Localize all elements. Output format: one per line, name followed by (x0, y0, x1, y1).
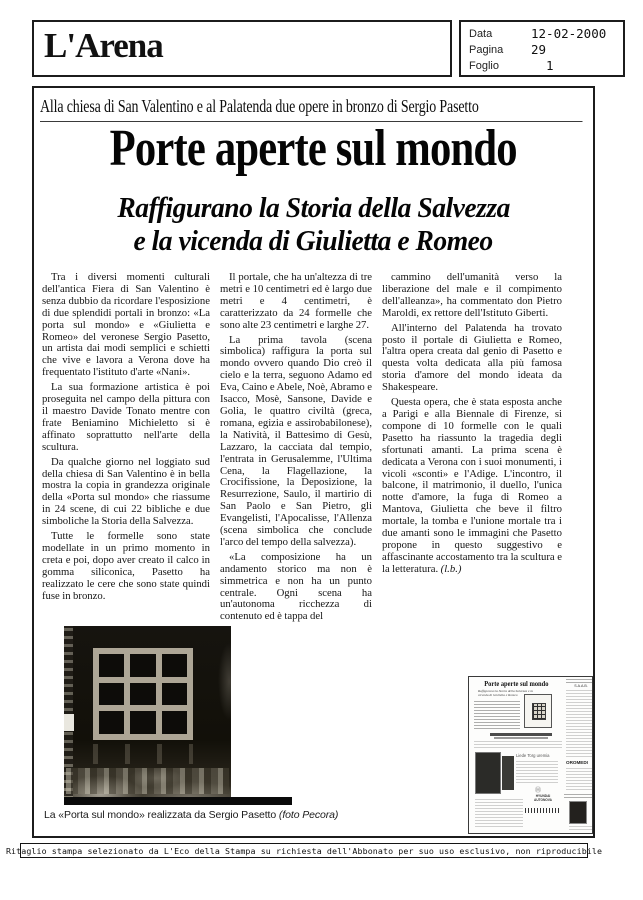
date-value: 12-02-2000 (531, 26, 607, 41)
thumb-mid-subline-bar (494, 737, 548, 739)
thumb-door-image (524, 694, 552, 728)
meta-row-date (469, 26, 623, 42)
eco-stampa-strip: Ritaglio stampa selezionato da L'Eco della Stampa su richiesta dell'Abbonato per suo uso esclusivo, non riproducibile (20, 843, 588, 858)
date-label: Data (469, 28, 493, 40)
thumb-text-noise (474, 741, 562, 750)
thumb-text-noise (474, 701, 520, 729)
author-initials: (l.b.) (440, 562, 462, 575)
article-body (42, 272, 562, 626)
thumb-saab-ad: S.A.A.B. (574, 684, 588, 688)
body-column-1 (42, 272, 210, 626)
thumb-text-noise (564, 794, 593, 798)
door-panel-grid (93, 648, 193, 740)
paragraph: «La composizione ha un andamento storico ma non è simmetrica e non ha un punto centrale. Ogni scena ha un'autonoma ricchezza di contenuto ed è tappa del (220, 550, 372, 623)
thumb-ad-photo-small (502, 756, 514, 790)
photo-caption (44, 809, 374, 821)
thumb-bold-ad: OROMEDI (566, 760, 588, 765)
photo-bottom-rule (64, 797, 292, 805)
newspaper-logo: L'Arena (44, 26, 163, 65)
caption-credit: (foto Pecora) (278, 809, 339, 821)
masthead-box (32, 20, 452, 77)
paragraph-text: Questa opera, che è stata esposta anche a Parigi e alla Biennale di Firenze, si compone di 10 formelle con le quali Pasetto ha riassunto la tragedia degli sfortunati amanti. La prima scena è dedicata a Verona con i suoi monumenti, i vicoli «sconti» e l'Adige. L'incontro, il balcone, il matrimonio, il duello, l'unica notte d'amore, la fuga di Romeo a Mantova, Giulietta che beve il filtro mortale, la tomba e l'unione mortale tra i due amanti sono le immagini che Pasetto propone in questo suggestivo e affascinante accostamento tra la scultura e la letteratura. (382, 396, 562, 575)
thumb-right-column-noise (566, 690, 592, 758)
article-frame (32, 86, 595, 838)
thumb-subhead: Raffigurano la Storia della Salvezza e la vicenda di Giulietta e Romeo (478, 689, 534, 697)
thumb-headline: Porte aperte sul mondo (484, 680, 549, 688)
headline: Porte aperte sul mondo (109, 120, 518, 177)
photo-white-notch (64, 714, 74, 731)
sheet-value: 1 (546, 58, 554, 73)
sheet-label: Foglio (469, 60, 499, 72)
caption-text: La «Porta sul mondo» realizzata da Sergio Pasetto (44, 809, 277, 821)
meta-row-page (469, 42, 623, 58)
thumb-portrait-photo (569, 801, 587, 824)
thumb-mid-headline-bar (490, 733, 552, 736)
paragraph: La sua formazione artistica è poi proseguita nel campo della pittura con il maestro Davide Tonato mentre con frate Beniamino Michieletto si è affinato soprattutto nell'arte della scultura. (42, 381, 210, 453)
meta-row-sheet (469, 58, 623, 74)
thumb-door-grid (532, 703, 546, 720)
paragraph (382, 397, 562, 576)
page-label: Pagina (469, 44, 504, 56)
thumb-hyundai-text: HYUNDAI AUTONOVA (534, 794, 552, 802)
thumb-text-noise (566, 768, 593, 792)
thumb-ad-photo-large (475, 752, 501, 794)
thumb-hyundai-logo: Ⓗ (535, 788, 542, 794)
strapline: Alla chiesa di San Valentino e al Palatenda due opere in bronzo di Sergio Pasetto (40, 96, 583, 122)
thumb-text-noise (475, 799, 523, 827)
page-value: 29 (531, 42, 547, 57)
thumb-ad-text: Liede Torg uremia (516, 753, 550, 758)
body-column-3 (382, 272, 562, 626)
paragraph: Tutte le formelle sono state modellate in un primo momento in creta e poi, dopo aver creato il calco in gomma siliconica, Pasetto ha realizzato le cere che sono state quindi fuse in bronzo. (42, 530, 210, 602)
door-grid-faint-rows (93, 744, 193, 764)
thumb-text-noise (569, 826, 592, 832)
door-photo (64, 626, 231, 799)
paragraph: All'interno del Palatenda ha trovato posto il portale di Giulietta e Romeo, l'altra opera creata dal genio di Pasetto e questa volta dedicata alla più famosa storia d'amore del mondo ideata da Shakespeare. (382, 321, 562, 394)
subhead-line-2: e la vicenda di Giulietta e Romeo (133, 225, 494, 257)
thumb-barcode (525, 808, 559, 813)
page-thumbnail (468, 676, 593, 834)
thumb-text-noise (566, 679, 592, 684)
photo-floor-texture (66, 768, 229, 794)
paragraph: cammino dell'umanità verso la liberazione del male e il compimento dell'alleanza», ha commentato don Pietro Maroldi, ex rettore dell'Istituto Giberti. (382, 271, 562, 319)
clipping-meta-box (459, 20, 625, 77)
body-column-2 (220, 272, 372, 626)
headline-wrap (34, 121, 593, 177)
subhead (34, 192, 593, 258)
paragraph: Da qualche giorno nel loggiato sud della chiesa di San Valentino è in bella mostra la copia in grandezza originale della «Porta sul mondo» che riassume in 24 scene, di cui 22 bibliche e due simboliche la Storia della Salvezza. (42, 455, 210, 528)
paragraph: Il portale, che ha un'altezza di tre metri e 10 centimetri ed è largo due metri e 4 centimetri, è caratterizzato da 24 formelle che sono alte 23 centimetri e larghe 27. (220, 271, 372, 331)
paragraph: Tra i diversi momenti culturali dell'antica Fiera di San Valentino è senza dubbio da ricordare l'esposizione di due splendidi portali in bronzo: «La porta sul mondo» e «Giulietta e Romeo» del veronese Sergio Pasetto, un artista dai modi semplici e schietti che vive e lavora a Verona dove ha frequentato l'istituto d'arte «Nani». (42, 271, 210, 379)
subhead-line-1: Raffigurano la Storia della Salvezza (117, 192, 510, 224)
thumb-text-noise (516, 761, 558, 783)
paragraph: La prima tavola (scena simbolica) raffigura la porta sul mondo ovvero quando Dio creò il cielo e la terra, seguono Adamo ed Eva, Caino e Abele, Noè, Abramo e Isacco, Mosè, Sansone, Davide e Golia, le quattro civiltà (greca, romana, egizia e assirobabilonese), la Natività, il Battesimo di Gesù, Lazzaro, la cacciata dal tempio, l'entrata in Gerusalemme, l'Ultima Cena, la Flagellazione, la Crocifissione, la Deposizione, la Resurrezione, Saulo, il martirio di San Paolo e San Pietro, gli Evangelisti, l'Apocalisse, l'Allenza (scena simbolica che conclude l'arco del tempo della salvezza). (220, 333, 372, 548)
